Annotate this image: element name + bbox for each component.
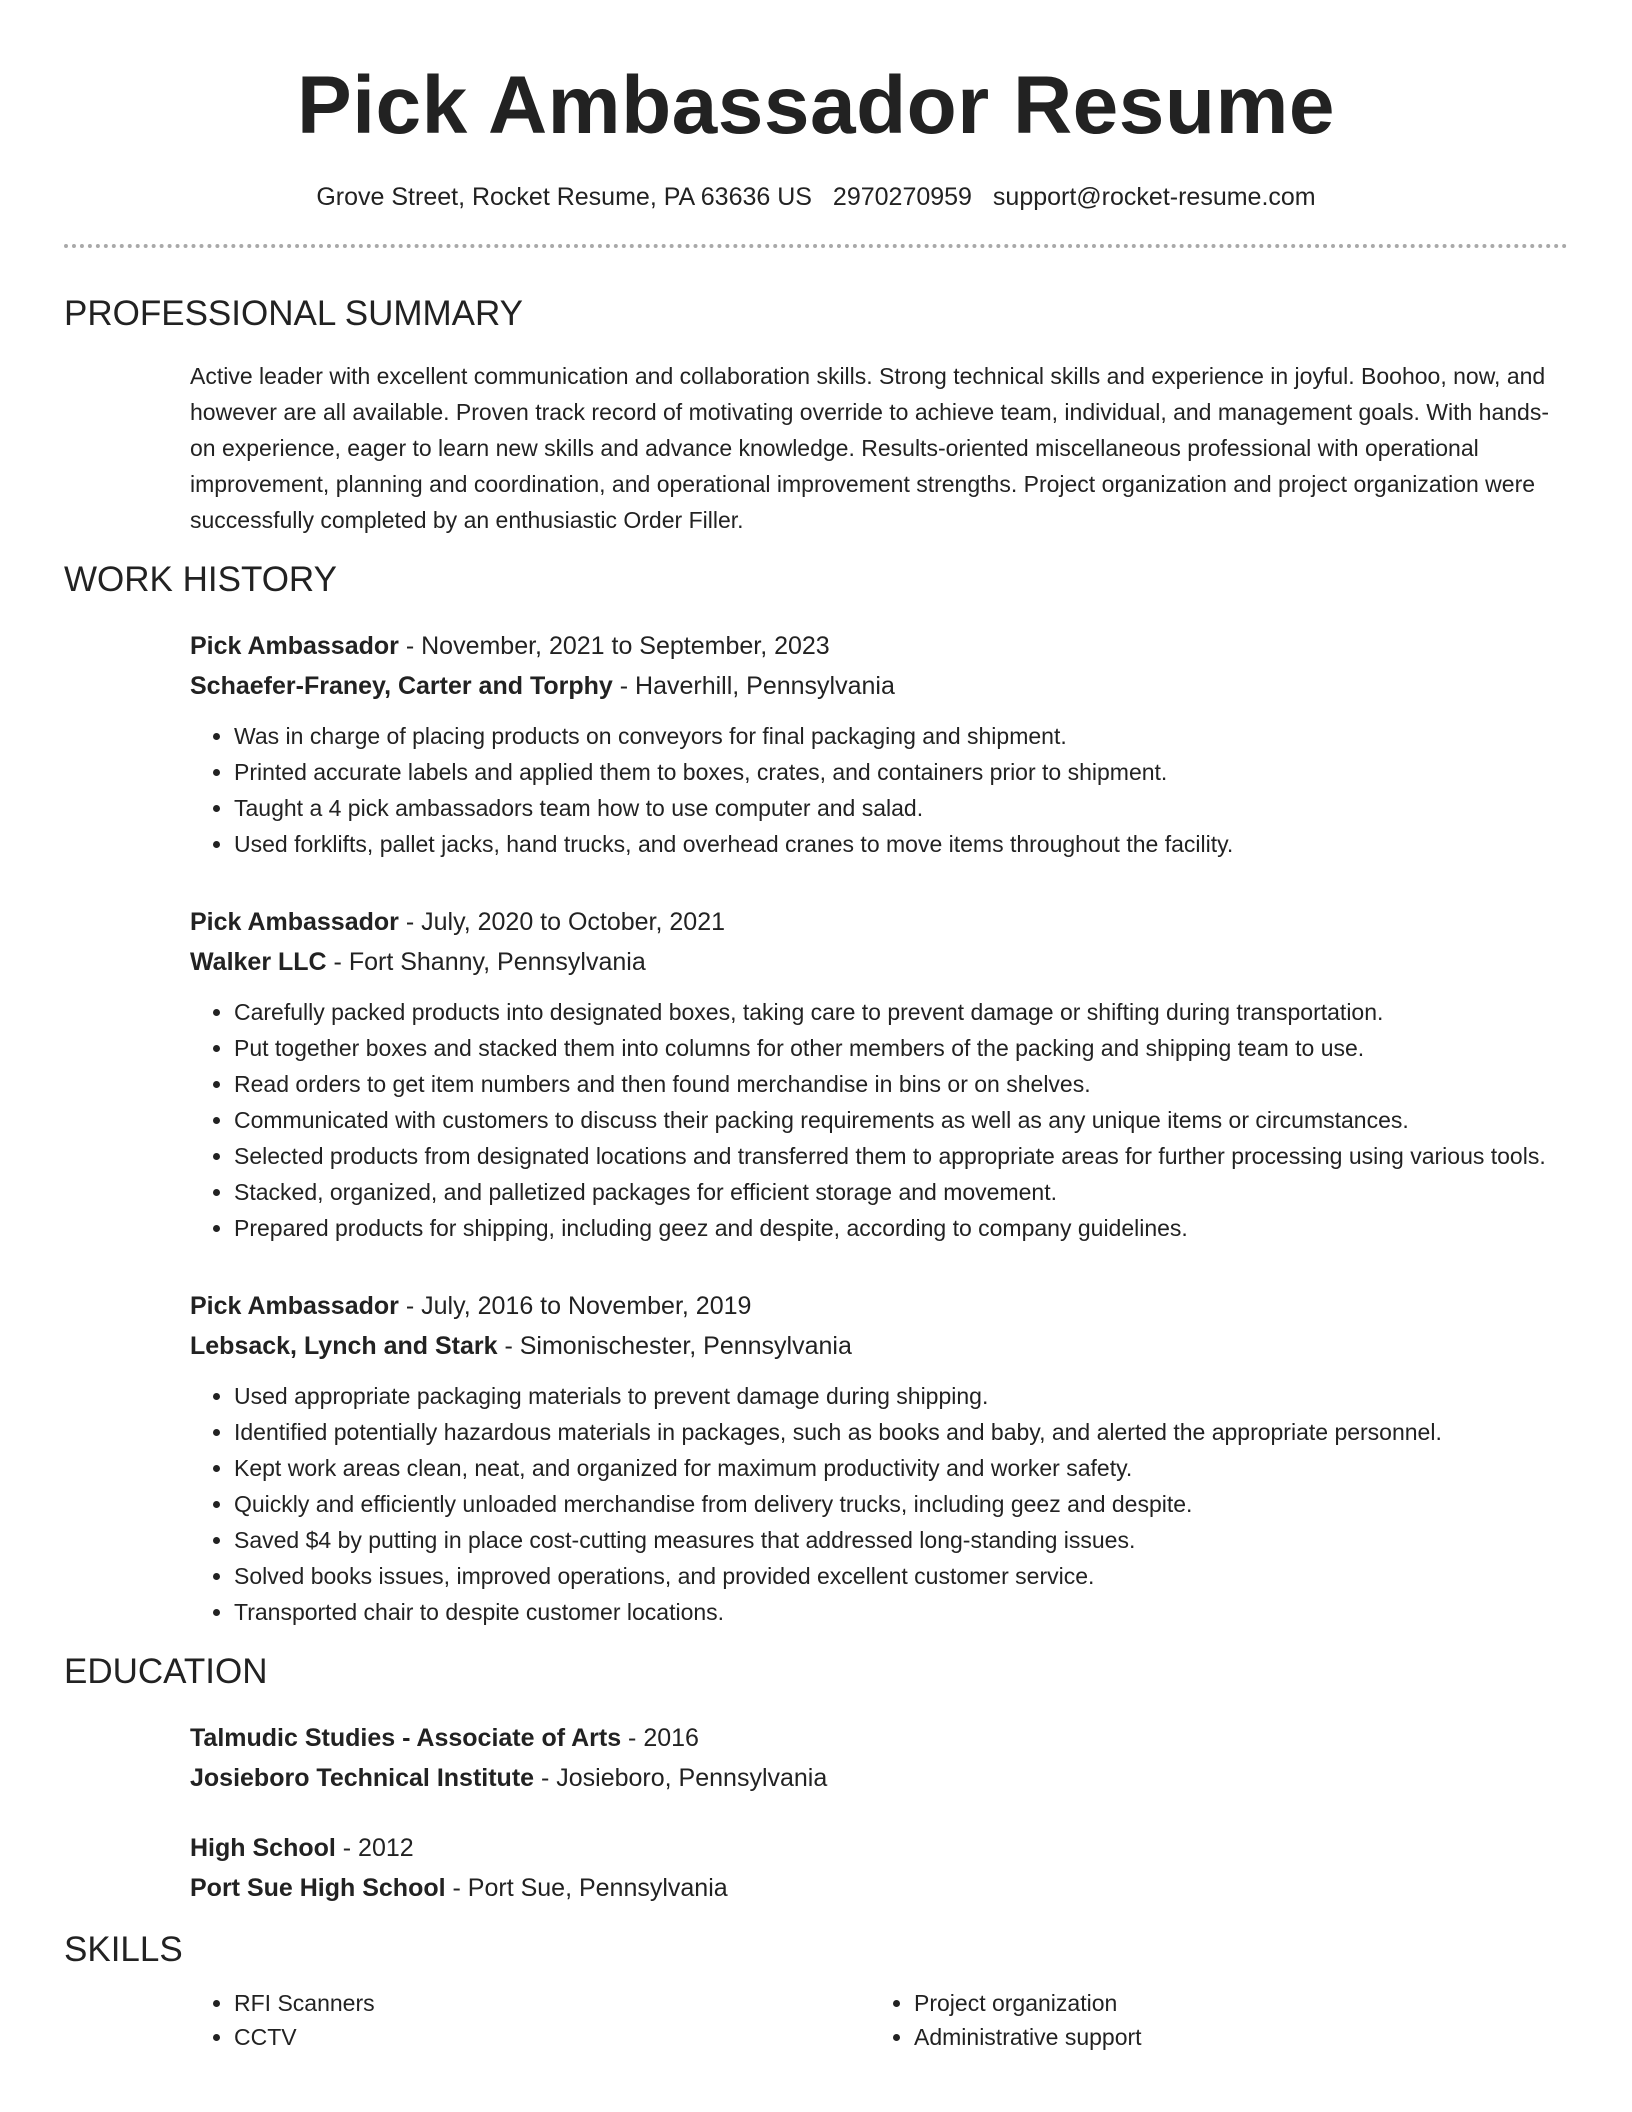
summary-heading: PROFESSIONAL SUMMARY <box>64 294 523 333</box>
job-bullet: • Quickly and efficiently unloaded merchandise from delivery trucks, including geez and despite. <box>234 1486 1568 1522</box>
job-role: Pick Ambassador <box>190 908 399 936</box>
job-bullet: • Saved $4 by putting in place cost-cutting measures that addressed long-standing issues. <box>234 1522 1568 1558</box>
job-location: - Simonischester, Pennsylvania <box>497 1332 852 1360</box>
job-bullet: • Carefully packed products into designated boxes, taking care to prevent damage or shifting during transportation. <box>234 994 1568 1030</box>
skill-item: • Project organization <box>914 1986 1550 2020</box>
job-entry <box>190 626 1568 862</box>
job-bullet: • Kept work areas clean, neat, and organized for maximum productivity and worker safety. <box>234 1450 1568 1486</box>
job-bullet: • Used forklifts, pallet jacks, hand trucks, and overhead cranes to move items throughout the facility. <box>234 826 1568 862</box>
skill-item: • CCTV <box>234 2020 870 2054</box>
resume-name: Pick Ambassador Resume <box>297 60 1335 151</box>
contact-email: support@rocket-resume.com <box>992 183 1316 211</box>
job-company-line <box>190 1326 1568 1366</box>
job-company: Lebsack, Lynch and Stark <box>190 1332 498 1360</box>
education-degree: Talmudic Studies - Associate of Arts <box>190 1724 622 1752</box>
job-bullet: • Stacked, organized, and palletized packages for efficient storage and movement. <box>234 1174 1568 1210</box>
job-entry <box>190 1286 1568 1630</box>
job-bullet: • Prepared products for shipping, including geez and despite, according to company guidelines. <box>234 1210 1568 1246</box>
job-location: - Fort Shanny, Pennsylvania <box>326 948 646 976</box>
work-history-heading: WORK HISTORY <box>64 560 337 599</box>
skill-item: • Administrative support <box>914 2020 1550 2054</box>
job-bullet: • Solved books issues, improved operations, and provided excellent customer service. <box>234 1558 1568 1594</box>
job-dates: - July, 2020 to October, 2021 <box>398 908 726 936</box>
education-year: - 2016 <box>621 1724 699 1752</box>
job-bullet: • Communicated with customers to discuss their packing requirements as well as any unique items or circumstances. <box>234 1102 1568 1138</box>
skills-heading: SKILLS <box>64 1930 183 1969</box>
job-title-line <box>190 626 1568 666</box>
contact-phone: 2970270959 <box>832 183 972 211</box>
contact-address: Grove Street, Rocket Resume, PA 63636 US <box>316 183 812 211</box>
summary-text: Active leader with excellent communication and collaboration skills. Strong technical skills and experience in joyful. Boohoo, now, and however are all available. Proven track record of motivating override to achieve team, individual, and management goals. With hands-on experience, eager to learn new skills and advance knowledge. Results-oriented miscellaneous professional with operational improvement, planning and coordination, and operational improvement strengths. Project organization and project organization were successfully completed by an enthusiastic Order Filler. <box>190 363 1549 533</box>
job-location: - Haverhill, Pennsylvania <box>612 672 895 700</box>
education-school: Port Sue High School <box>190 1874 446 1902</box>
education-year: - 2012 <box>335 1834 414 1862</box>
job-bullet: • Read orders to get item numbers and then found merchandise in bins or on shelves. <box>234 1066 1568 1102</box>
skills-column-left <box>190 1986 870 2054</box>
job-bullet: • Identified potentially hazardous materials in packages, such as books and baby, and alerted the appropriate personnel. <box>234 1414 1568 1450</box>
education-school-line <box>190 1758 1568 1798</box>
job-bullet: • Put together boxes and stacked them into columns for other members of the packing and shipping team to use. <box>234 1030 1568 1066</box>
job-bullets <box>190 1378 1568 1630</box>
job-bullets <box>190 994 1568 1246</box>
job-company-line <box>190 942 1568 982</box>
education-heading: EDUCATION <box>64 1652 268 1691</box>
job-bullet: • Was in charge of placing products on conveyors for final packaging and shipment. <box>234 718 1568 754</box>
job-bullet: • Selected products from designated locations and transferred them to appropriate areas for further processing using various tools. <box>234 1138 1568 1174</box>
skills-column-right <box>870 1986 1550 2054</box>
education-school-line <box>190 1868 1568 1908</box>
job-bullet: • Transported chair to despite customer locations. <box>234 1594 1568 1630</box>
work-history-list <box>190 626 1568 1630</box>
job-bullet: • Printed accurate labels and applied them to boxes, crates, and containers prior to shipment. <box>234 754 1568 790</box>
education-degree-line <box>190 1718 1568 1758</box>
education-list <box>190 1718 1568 1908</box>
job-bullets <box>190 718 1568 862</box>
header-divider <box>64 244 1568 248</box>
job-dates: - July, 2016 to November, 2019 <box>398 1292 752 1320</box>
job-dates: - November, 2021 to September, 2023 <box>398 632 830 660</box>
job-company: Schaefer-Franey, Carter and Torphy <box>190 672 613 700</box>
education-degree: High School <box>190 1834 336 1862</box>
job-bullet: • Used appropriate packaging materials to prevent damage during shipping. <box>234 1378 1568 1414</box>
skills-grid <box>190 1986 1568 2054</box>
job-title-line <box>190 1286 1568 1326</box>
education-degree-line <box>190 1828 1568 1868</box>
job-role: Pick Ambassador <box>190 1292 399 1320</box>
education-entry <box>190 1828 1568 1908</box>
job-company: Walker LLC <box>190 948 327 976</box>
education-location: - Port Sue, Pennsylvania <box>445 1874 728 1902</box>
job-company-line <box>190 666 1568 706</box>
education-location: - Josieboro, Pennsylvania <box>534 1764 828 1792</box>
education-entry <box>190 1718 1568 1798</box>
job-role: Pick Ambassador <box>190 632 399 660</box>
job-bullet: • Taught a 4 pick ambassadors team how to use computer and salad. <box>234 790 1568 826</box>
resume-page <box>64 0 1568 2054</box>
education-school: Josieboro Technical Institute <box>190 1764 535 1792</box>
job-title-line <box>190 902 1568 942</box>
contact-line <box>64 180 1568 214</box>
job-entry <box>190 902 1568 1246</box>
skill-item: • RFI Scanners <box>234 1986 870 2020</box>
